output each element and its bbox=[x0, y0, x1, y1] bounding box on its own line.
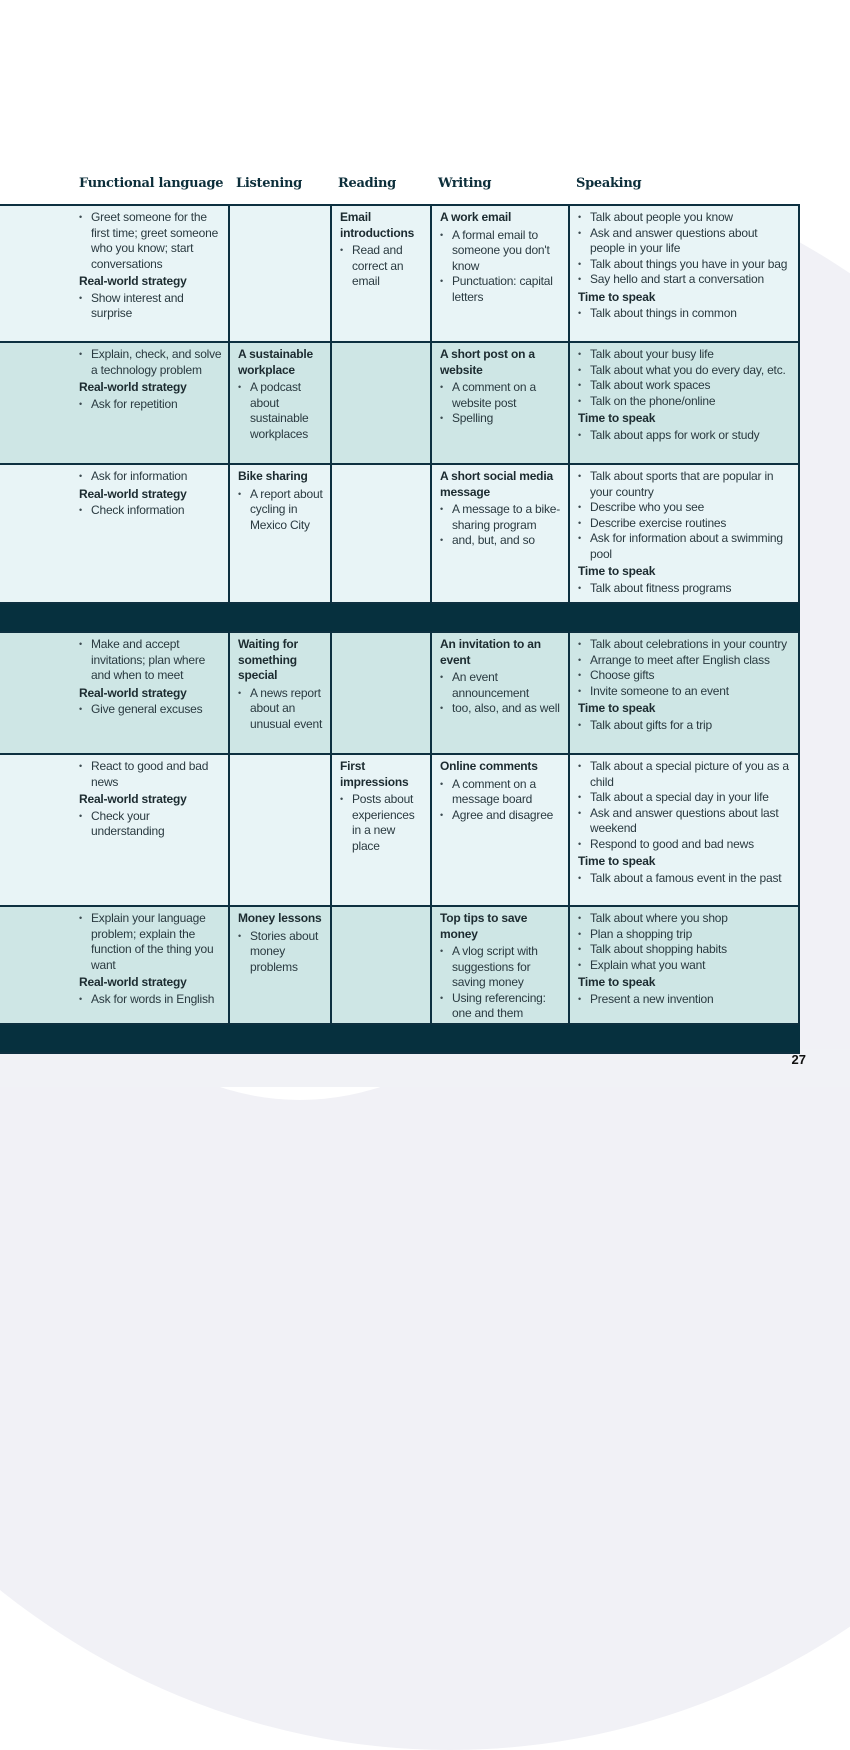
writing-item: • and, but, and so bbox=[440, 533, 562, 549]
functional-language-cell bbox=[0, 907, 228, 1023]
functional-item: • React to good and bad news bbox=[79, 759, 222, 790]
writing-item: • A comment on a website post bbox=[440, 380, 562, 411]
functional-item: • Explain, check, and solve a technology problem bbox=[79, 347, 222, 378]
strategy-label: Real-world strategy bbox=[79, 486, 187, 501]
speaking-item: • Ask and answer questions about last weekend bbox=[578, 806, 792, 837]
writing-title: Top tips to save money bbox=[440, 911, 528, 941]
time-to-speak-label: Time to speak bbox=[578, 289, 656, 304]
reading-cell bbox=[330, 907, 430, 1023]
writing-cell bbox=[430, 907, 568, 1023]
writing-list bbox=[440, 228, 562, 306]
functional-language-cell bbox=[0, 343, 228, 463]
strategy-label: Real-world strategy bbox=[79, 975, 187, 989]
writing-item: • Using referencing: one and them bbox=[440, 991, 562, 1022]
time-to-speak-label: Time to speak bbox=[578, 564, 656, 578]
table-row bbox=[0, 206, 800, 343]
time-to-speak-label: Time to speak bbox=[578, 701, 656, 715]
strategy-item: • Give general excuses bbox=[79, 702, 222, 718]
speaking-list bbox=[578, 759, 792, 852]
writing-item: • A formal email to someone you don't know bbox=[440, 228, 562, 275]
writing-item: • An event announcement bbox=[440, 670, 562, 701]
writing-title: A work email bbox=[440, 210, 512, 224]
strategy-list bbox=[79, 397, 222, 413]
header-writing: Writing bbox=[438, 176, 492, 191]
speaking-item: • Ask and answer questions about people in your life bbox=[578, 226, 792, 257]
speaking-item: • Talk about shopping habits bbox=[578, 942, 792, 958]
listening-item: • A report about cycling in Mexico City bbox=[238, 487, 324, 534]
strategy-label: Real-world strategy bbox=[79, 685, 187, 700]
speaking-cell bbox=[568, 206, 800, 341]
speaking-list bbox=[578, 210, 792, 288]
reading-cell bbox=[330, 633, 430, 753]
speaking-cell bbox=[568, 755, 800, 905]
functional-list bbox=[79, 469, 222, 485]
speaking-item: • Talk about a special day in your life bbox=[578, 790, 792, 806]
writing-list bbox=[440, 670, 562, 717]
speaking-item: • Talk about your busy life bbox=[578, 347, 792, 363]
strategy-list bbox=[79, 809, 222, 840]
speaking-item: • Talk about things you have in your bag bbox=[578, 257, 792, 273]
writing-cell bbox=[430, 465, 568, 602]
time-to-speak-list bbox=[578, 306, 792, 322]
time-to-speak-item: • Present a new invention bbox=[578, 992, 792, 1008]
writing-list bbox=[440, 777, 562, 824]
listening-cell bbox=[228, 465, 330, 602]
writing-title: A short social media message bbox=[440, 469, 553, 499]
functional-item: • Make and accept invitations; plan where and when to meet bbox=[79, 637, 222, 684]
writing-title: Online comments bbox=[440, 759, 538, 773]
listening-list bbox=[238, 929, 324, 976]
reading-cell bbox=[330, 465, 430, 602]
time-to-speak-item: • Talk about gifts for a trip bbox=[578, 718, 792, 734]
reading-cell bbox=[330, 755, 430, 905]
writing-item: • A vlog script with suggestions for saving money bbox=[440, 944, 562, 991]
listening-cell bbox=[228, 206, 330, 341]
header-reading: Reading bbox=[338, 176, 396, 191]
listening-list bbox=[238, 380, 324, 442]
speaking-cell bbox=[568, 465, 800, 602]
strategy-item: • Check your understanding bbox=[79, 809, 222, 840]
reading-list bbox=[340, 243, 424, 290]
listening-cell bbox=[228, 633, 330, 753]
functional-item: • Greet someone for the first time; greet someone who you know; start conversations bbox=[79, 210, 222, 272]
strategy-label: Real-world strategy bbox=[79, 792, 187, 806]
reading-cell bbox=[330, 206, 430, 341]
syllabus-table bbox=[0, 204, 800, 1054]
speaking-item: • Talk about a special picture of you as a child bbox=[578, 759, 792, 790]
speaking-item: • Talk on the phone/online bbox=[578, 394, 792, 410]
speaking-cell bbox=[568, 633, 800, 753]
table-row bbox=[0, 907, 800, 1025]
speaking-item: • Say hello and start a conversation bbox=[578, 272, 792, 288]
strategy-item: • Check information bbox=[79, 503, 222, 519]
unit-divider-band bbox=[0, 604, 800, 633]
reading-item: • Posts about experiences in a new place bbox=[340, 792, 424, 854]
writing-item: • Punctuation: capital letters bbox=[440, 274, 562, 305]
functional-list bbox=[79, 637, 222, 684]
table-header bbox=[0, 172, 800, 200]
listening-title: A sustainable workplace bbox=[238, 347, 313, 377]
strategy-list bbox=[79, 503, 222, 519]
table-row bbox=[0, 465, 800, 604]
time-to-speak-item: • Talk about fitness programs bbox=[578, 581, 792, 597]
table-row bbox=[0, 343, 800, 465]
listening-cell bbox=[228, 343, 330, 463]
listening-list bbox=[238, 487, 324, 534]
strategy-list bbox=[79, 702, 222, 718]
writing-list bbox=[440, 380, 562, 427]
header-speaking: Speaking bbox=[576, 176, 642, 191]
writing-list bbox=[440, 502, 562, 549]
writing-item: • too, also, and as well bbox=[440, 701, 562, 717]
functional-list bbox=[79, 210, 222, 272]
functional-item: • Explain your language problem; explain the function of the thing you want bbox=[79, 911, 222, 973]
table-row bbox=[0, 633, 800, 755]
speaking-item: • Talk about sports that are popular in your country bbox=[578, 469, 792, 500]
writing-title: A short post on a website bbox=[440, 347, 535, 377]
speaking-item: • Talk about where you shop bbox=[578, 911, 792, 927]
reading-title: First impressions bbox=[340, 759, 409, 789]
writing-cell bbox=[430, 755, 568, 905]
functional-list bbox=[79, 347, 222, 378]
functional-list bbox=[79, 759, 222, 790]
time-to-speak-item: • Talk about apps for work or study bbox=[578, 428, 792, 444]
speaking-item: • Talk about celebrations in your country bbox=[578, 637, 792, 653]
speaking-list bbox=[578, 911, 792, 973]
strategy-list bbox=[79, 992, 222, 1008]
header-functional-language: Functional language bbox=[79, 176, 224, 191]
speaking-cell bbox=[568, 343, 800, 463]
writing-item: • A comment on a message board bbox=[440, 777, 562, 808]
speaking-list bbox=[578, 347, 792, 409]
reading-cell bbox=[330, 343, 430, 463]
strategy-item: • Ask for words in English bbox=[79, 992, 222, 1008]
reading-list bbox=[340, 792, 424, 854]
writing-cell bbox=[430, 633, 568, 753]
functional-language-cell bbox=[0, 633, 228, 753]
writing-list bbox=[440, 944, 562, 1022]
writing-item: • Agree and disagree bbox=[440, 808, 562, 824]
speaking-item: • Describe exercise routines bbox=[578, 516, 792, 532]
strategy-list bbox=[79, 291, 222, 322]
listening-item: • A news report about an unusual event bbox=[238, 686, 324, 733]
speaking-item: • Plan a shopping trip bbox=[578, 927, 792, 943]
time-to-speak-label: Time to speak bbox=[578, 975, 656, 989]
time-to-speak-list bbox=[578, 581, 792, 597]
strategy-label: Real-world strategy bbox=[79, 380, 187, 394]
listening-title: Waiting for something special bbox=[238, 637, 299, 682]
speaking-item: • Respond to good and bad news bbox=[578, 837, 792, 853]
time-to-speak-list bbox=[578, 718, 792, 734]
listening-list bbox=[238, 686, 324, 733]
speaking-item: • Talk about work spaces bbox=[578, 378, 792, 394]
reading-item: • Read and correct an email bbox=[340, 243, 424, 290]
listening-cell bbox=[228, 755, 330, 905]
strategy-item: • Ask for repetition bbox=[79, 397, 222, 413]
listening-item: • A podcast about sustainable workplaces bbox=[238, 380, 324, 442]
writing-item: • A message to a bike-sharing program bbox=[440, 502, 562, 533]
table-row bbox=[0, 755, 800, 907]
functional-list bbox=[79, 911, 222, 973]
functional-language-cell bbox=[0, 206, 228, 341]
time-to-speak-list bbox=[578, 992, 792, 1008]
writing-cell bbox=[430, 343, 568, 463]
speaking-item: • Invite someone to an event bbox=[578, 684, 792, 700]
time-to-speak-label: Time to speak bbox=[578, 854, 656, 868]
unit-divider-band bbox=[0, 1025, 800, 1054]
functional-item: • Ask for information bbox=[79, 469, 222, 485]
speaking-item: • Talk about what you do every day, etc. bbox=[578, 363, 792, 379]
writing-cell bbox=[430, 206, 568, 341]
time-to-speak-list bbox=[578, 428, 792, 444]
speaking-item: • Talk about people you know bbox=[578, 210, 792, 226]
writing-item: • Spelling bbox=[440, 411, 562, 427]
listening-item: • Stories about money problems bbox=[238, 929, 324, 976]
time-to-speak-item: • Talk about things in common bbox=[578, 306, 792, 322]
speaking-item: • Explain what you want bbox=[578, 958, 792, 974]
speaking-item: • Ask for information about a swimming pool bbox=[578, 531, 792, 562]
speaking-cell bbox=[568, 907, 800, 1023]
time-to-speak-list bbox=[578, 871, 792, 887]
speaking-item: • Describe who you see bbox=[578, 500, 792, 516]
speaking-item: • Choose gifts bbox=[578, 668, 792, 684]
functional-language-cell bbox=[0, 465, 228, 602]
speaking-item: • Arrange to meet after English class bbox=[578, 653, 792, 669]
listening-title: Bike sharing bbox=[238, 469, 308, 483]
time-to-speak-label: Time to speak bbox=[578, 411, 656, 425]
page-number: 27 bbox=[791, 1052, 806, 1067]
strategy-label: Real-world strategy bbox=[79, 274, 187, 288]
writing-title: An invitation to an event bbox=[440, 637, 541, 667]
listening-title: Money lessons bbox=[238, 911, 322, 925]
strategy-item: • Show interest and surprise bbox=[79, 291, 222, 322]
time-to-speak-item: • Talk about a famous event in the past bbox=[578, 871, 792, 887]
functional-language-cell bbox=[0, 755, 228, 905]
speaking-list bbox=[578, 469, 792, 562]
speaking-list bbox=[578, 637, 792, 699]
listening-cell bbox=[228, 907, 330, 1023]
header-listening: Listening bbox=[236, 176, 302, 191]
reading-title: Email introductions bbox=[340, 210, 415, 240]
